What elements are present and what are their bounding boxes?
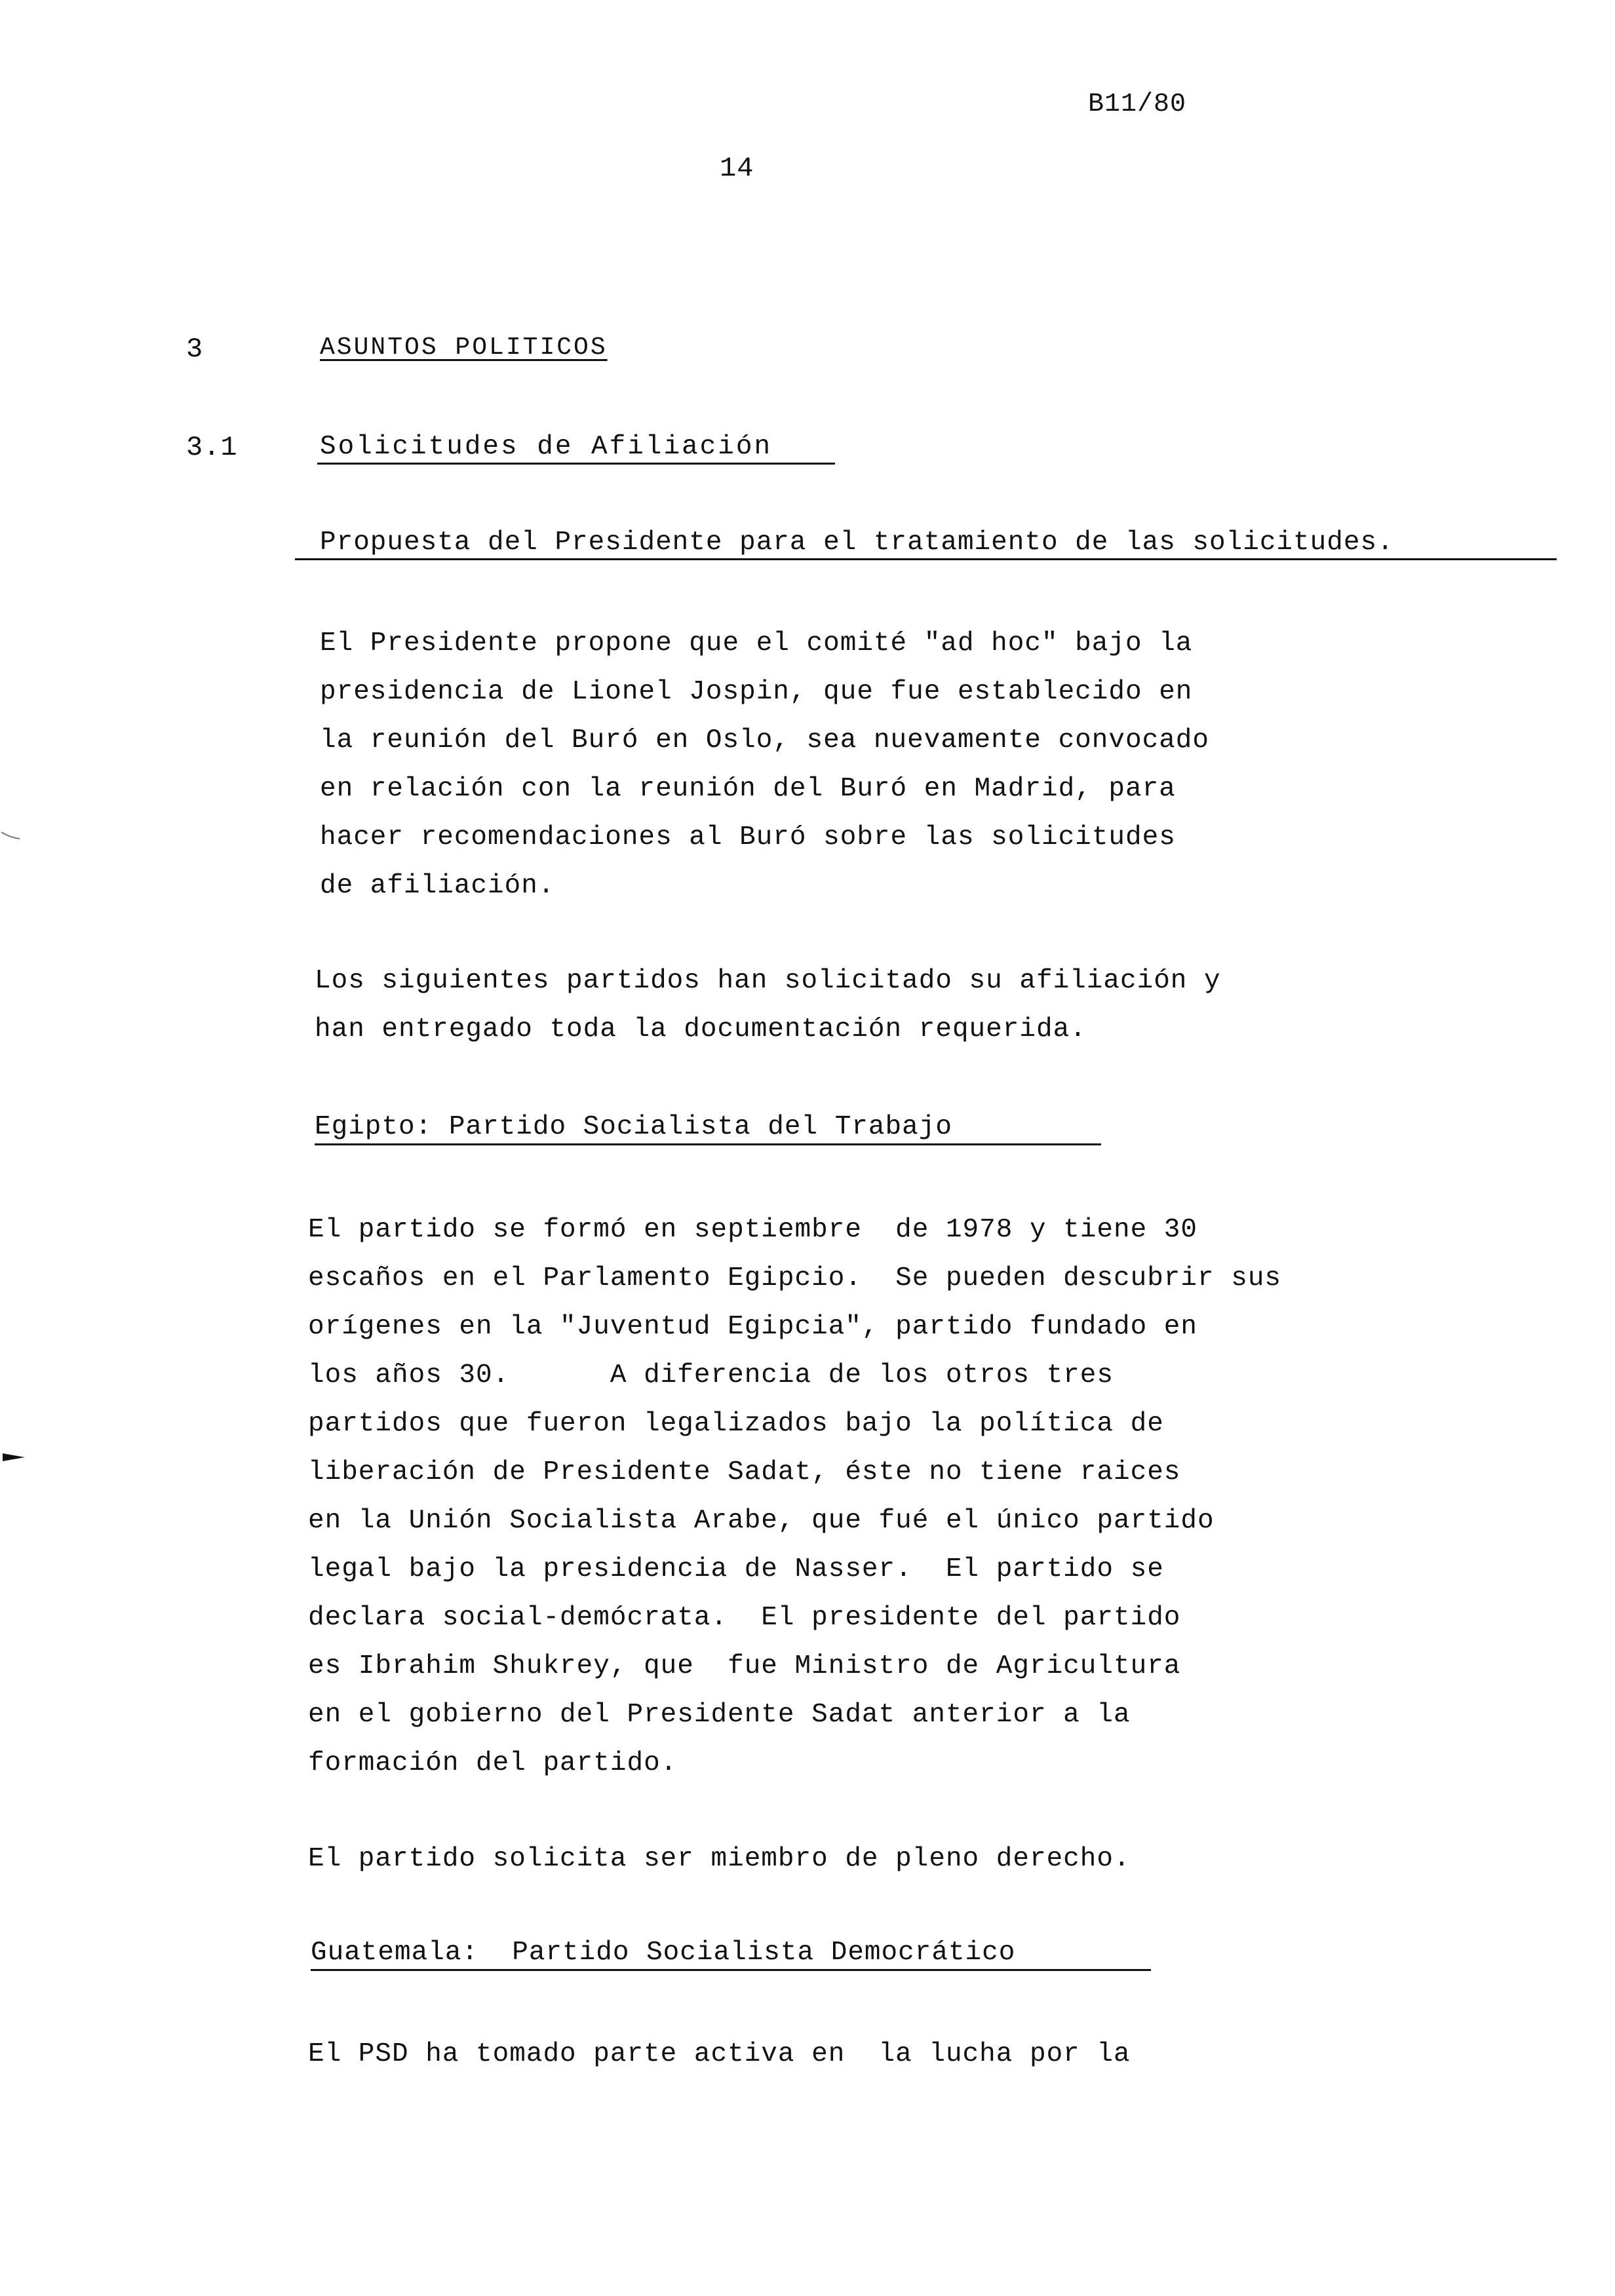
guatemala-paragraph: El PSD ha tomado parte activa en la lucha por la [308,2039,1131,2069]
proposal-paragraph: El Presidente propone que el comité "ad hoc" bajo la presidencia de Lionel Jospin, que fue establecido en la reunión del Buró en Oslo, sea nuevamente convocado en relación con la reunión del Buró en Madrid, para hacer recomendaciones al Buró sobre las solicitudes de afiliación. [320,628,1210,901]
proposal-heading-underline [295,558,1557,560]
egypt-request: El partido solicita ser miembro de pleno derecho. [308,1844,1131,1874]
subsection-number: 3.1 [186,432,238,463]
margin-arrow-mark [0,1448,29,1468]
subsection-title-underline [317,463,835,465]
subsection-title: Solicitudes de Afiliación [320,432,773,462]
egypt-heading: Egipto: Partido Socialista del Trabajo [315,1112,952,1142]
section-number: 3 [186,334,204,365]
guatemala-heading-underline [311,1969,1151,1971]
applicants-paragraph: Los siguientes partidos han solicitado su afiliación y han entregado toda la documentación requerida. [315,966,1221,1044]
egypt-paragraph: El partido se formó en septiembre de 1978 y tiene 30 escaños en el Parlamento Egipcio. Se pueden descubrir sus orígenes en la "Juventud Egipcia", partido fundado en los años 30. A diferencia de los otros tres partidos que fueron legalizados bajo la política de liberación de Presidente Sadat, éste no tiene raices en la Unión Socialista Arabe, que fué el único partido legal bajo la presidencia de Nasser. El partido se declara social-demócrata. El presidente del partido es Ibrahim Shukrey, que fue Ministro de Agricultura en el gobierno del Presidente Sadat anterior a la formación del partido. [308,1215,1282,1778]
guatemala-heading: Guatemala: Partido Socialista Democrático [311,1938,1016,1968]
egypt-heading-underline [315,1143,1101,1145]
page-number: 14 [720,153,754,184]
document-reference: B11/80 [1088,90,1187,119]
section-title: ASUNTOS POLITICOS [320,334,608,362]
margin-scan-mark [0,826,26,852]
proposal-heading: Propuesta del Presidente para el tratamiento de las solicitudes. [320,527,1394,558]
